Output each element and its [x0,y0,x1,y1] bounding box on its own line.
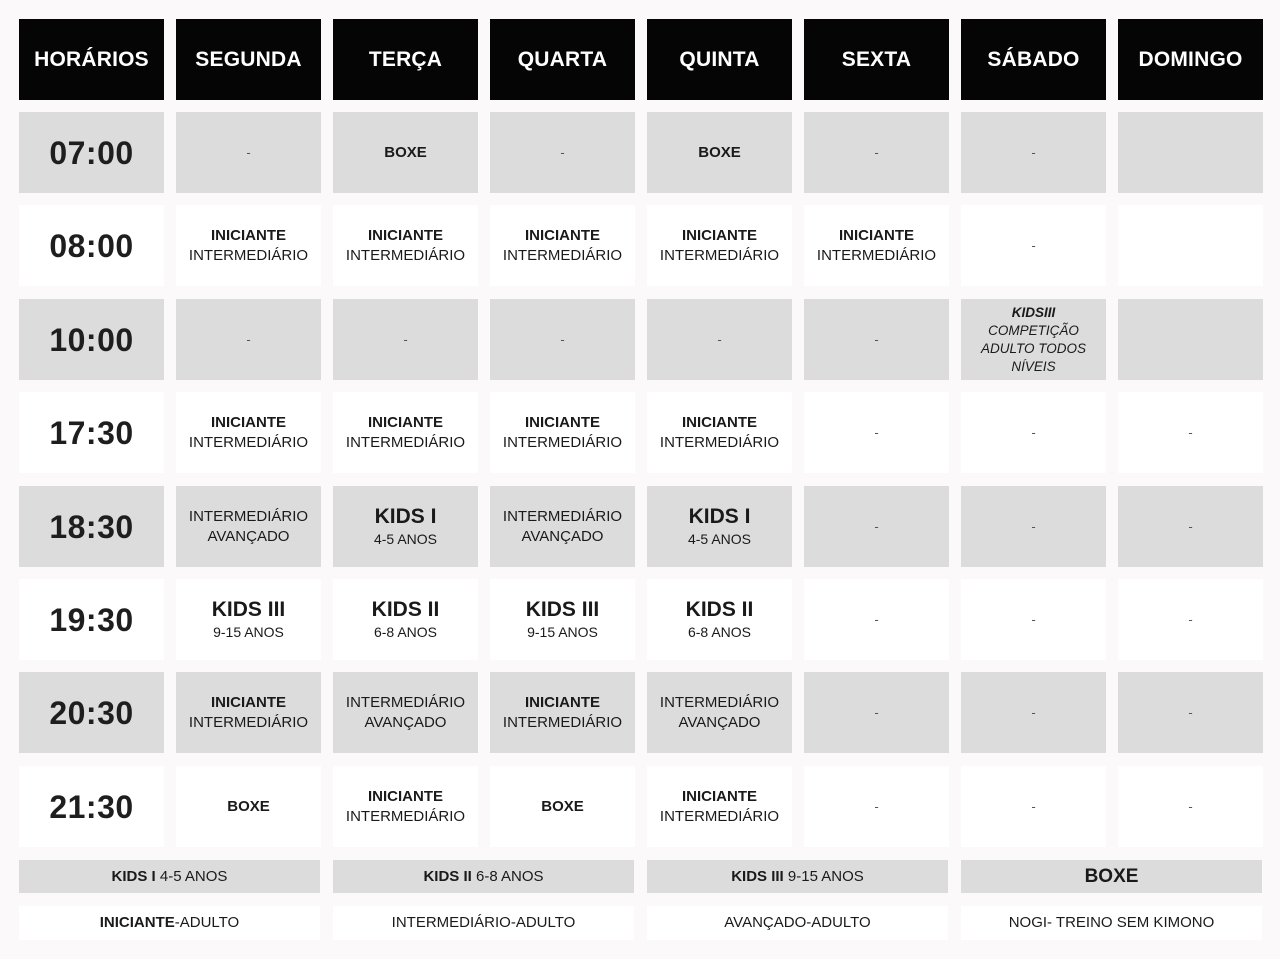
class-label: INTERMEDIÁRIO [659,693,780,711]
class-label: BOXE [698,143,741,161]
class-label: - [560,144,565,160]
legend-item [647,906,948,940]
class-label: 4-5 ANOS [687,531,752,547]
class-label: INTERMEDIÁRIO [502,433,623,451]
class-cell [490,486,635,567]
class-label: - [403,331,408,347]
legend-text: 4-5 ANOS [155,867,228,885]
class-label: 6-8 ANOS [373,624,438,640]
class-cell [176,486,321,567]
time-slot-cell: 10:00 [19,299,164,380]
class-label: 4-5 ANOS [373,531,438,547]
class-cell [1118,486,1263,567]
column-header: SEGUNDA [176,19,321,100]
class-label: KIDS III [525,598,600,621]
class-label: 9-15 ANOS [213,624,284,640]
class-label: INTERMEDIÁRIO [816,246,937,264]
column-header: HORÁRIOS [19,19,164,100]
time-slot-cell: 08:00 [19,205,164,286]
class-cell [1118,205,1263,286]
class-label: - [1031,424,1036,440]
legend-item [333,906,634,940]
legend-item [961,906,1262,940]
class-label: - [717,331,722,347]
class-cell [804,112,949,193]
class-label: - [1188,798,1193,814]
column-header: QUINTA [647,19,792,100]
class-cell [961,672,1106,753]
class-cell [176,392,321,473]
class-label: INICIANTE [525,226,600,244]
class-label: AVANÇADO [521,527,604,545]
column-header: QUARTA [490,19,635,100]
class-cell [333,579,478,660]
class-label: INTERMEDIÁRIO [659,807,780,825]
class-cell [961,112,1106,193]
column-header: SÁBADO [961,19,1106,100]
class-cell [176,112,321,193]
class-label: - [1031,798,1036,814]
class-label: AVANÇADO [364,713,447,731]
class-label: INICIANTE [211,226,286,244]
class-label: - [874,424,879,440]
class-cell [1118,392,1263,473]
legend-bold: BOXE [1084,865,1139,887]
class-label: - [1031,518,1036,534]
legend-text: INTERMEDIÁRIO-ADULTO [391,914,576,931]
class-label: - [246,144,251,160]
class-cell [176,766,321,847]
class-label: INICIANTE [682,787,757,805]
class-cell [1118,299,1263,380]
class-label [961,304,1106,376]
class-label: - [1188,704,1193,720]
class-cell [961,579,1106,660]
class-label: INTERMEDIÁRIO [659,433,780,451]
class-cell [647,205,792,286]
time-slot-cell: 20:30 [19,672,164,753]
class-cell [1118,766,1263,847]
class-label: - [874,518,879,534]
class-cell [1118,579,1263,660]
class-label: - [246,331,251,347]
class-cell [490,392,635,473]
class-label: INTERMEDIÁRIO [345,693,466,711]
class-label: INTERMEDIÁRIO [345,433,466,451]
class-cell [647,112,792,193]
class-cell [804,299,949,380]
legend-bold: KIDS II [423,867,472,885]
class-label: INICIANTE [682,226,757,244]
class-cell [647,766,792,847]
time-slot-cell: 21:30 [19,766,164,847]
legend-bold: INICIANTE [99,914,175,931]
class-cell [490,299,635,380]
class-label: INICIANTE [682,413,757,431]
class-label: INICIANTE [211,413,286,431]
class-label: - [874,331,879,347]
class-label: INICIANTE [368,413,443,431]
class-label: - [1031,237,1036,253]
class-cell [333,486,478,567]
class-cell [490,672,635,753]
class-label: 6-8 ANOS [687,624,752,640]
class-label: INTERMEDIÁRIO [188,246,309,264]
class-label: BOXE [227,797,270,815]
legend-bold: KIDS I [111,867,156,885]
legend-text: -ADULTO [174,914,240,931]
class-label: - [874,611,879,627]
class-cell [490,579,635,660]
class-cell [176,205,321,286]
class-cell [961,766,1106,847]
class-cell [1118,672,1263,753]
class-cell [333,766,478,847]
class-label: INTERMEDIÁRIO [502,246,623,264]
time-slot-cell: 07:00 [19,112,164,193]
class-label: INTERMEDIÁRIO [659,246,780,264]
class-label: INTERMEDIÁRIO [502,713,623,731]
class-cell [804,205,949,286]
class-label: INICIANTE [839,226,914,244]
legend-item [647,860,948,893]
class-label: - [1188,518,1193,534]
class-label: - [1031,704,1036,720]
class-label: INTERMEDIÁRIO [345,807,466,825]
class-label: KIDS III [211,598,286,621]
class-cell [804,672,949,753]
class-cell [176,299,321,380]
class-cell [1118,112,1263,193]
class-cell [804,766,949,847]
time-slot-cell: 19:30 [19,579,164,660]
class-label: INTERMEDIÁRIO [188,433,309,451]
class-cell [804,486,949,567]
column-header: DOMINGO [1118,19,1263,100]
class-label: KIDS II [685,598,754,621]
class-label: INTERMEDIÁRIO [188,507,309,525]
class-cell [490,766,635,847]
class-cell [176,579,321,660]
class-label: - [1188,424,1193,440]
legend-item [19,906,320,940]
class-label: INICIANTE [525,693,600,711]
class-label-bold: KIDSIII [1011,304,1056,320]
class-cell [333,392,478,473]
class-cell [804,579,949,660]
class-label: BOXE [541,797,584,815]
class-label: AVANÇADO [678,713,761,731]
legend-item [961,860,1262,893]
class-label: INICIANTE [368,226,443,244]
legend-item [19,860,320,893]
class-cell [333,112,478,193]
class-cell [176,672,321,753]
column-header: SEXTA [804,19,949,100]
class-label: - [1031,144,1036,160]
class-label: INTERMEDIÁRIO [188,713,309,731]
class-label: - [874,704,879,720]
class-cell [490,205,635,286]
column-header: TERÇA [333,19,478,100]
class-cell [961,299,1106,380]
time-slot-cell: 18:30 [19,486,164,567]
class-cell [804,392,949,473]
class-label-rest: COMPETIÇÃO ADULTO TODOS NÍVEIS [980,322,1087,374]
legend-text: NOGI- TREINO SEM KIMONO [1008,914,1215,931]
class-label: INTERMEDIÁRIO [345,246,466,264]
class-label: - [1188,611,1193,627]
class-label: INICIANTE [211,693,286,711]
class-label: - [560,331,565,347]
class-label: AVANÇADO [207,527,290,545]
class-label: INTERMEDIÁRIO [502,507,623,525]
class-cell [647,486,792,567]
class-label: - [874,144,879,160]
class-label: INICIANTE [525,413,600,431]
class-cell [647,299,792,380]
class-cell [333,299,478,380]
time-slot-cell: 17:30 [19,392,164,473]
class-cell [333,205,478,286]
class-cell [961,205,1106,286]
legend-item [333,860,634,893]
legend-text: 9-15 ANOS [783,867,864,885]
legend-bold: KIDS III [731,867,784,885]
class-cell [333,672,478,753]
class-cell [647,672,792,753]
class-cell [647,579,792,660]
class-cell [961,486,1106,567]
class-label: KIDS II [371,598,440,621]
legend-text: 6-8 ANOS [471,867,544,885]
class-label: - [874,798,879,814]
class-cell [490,112,635,193]
class-label: - [1031,611,1036,627]
class-cell [961,392,1106,473]
class-label: INICIANTE [368,787,443,805]
class-label: 9-15 ANOS [527,624,598,640]
class-label: BOXE [384,143,427,161]
class-label: KIDS I [374,505,437,528]
legend-text: AVANÇADO-ADULTO [724,914,871,931]
class-label: KIDS I [688,505,751,528]
class-cell [647,392,792,473]
